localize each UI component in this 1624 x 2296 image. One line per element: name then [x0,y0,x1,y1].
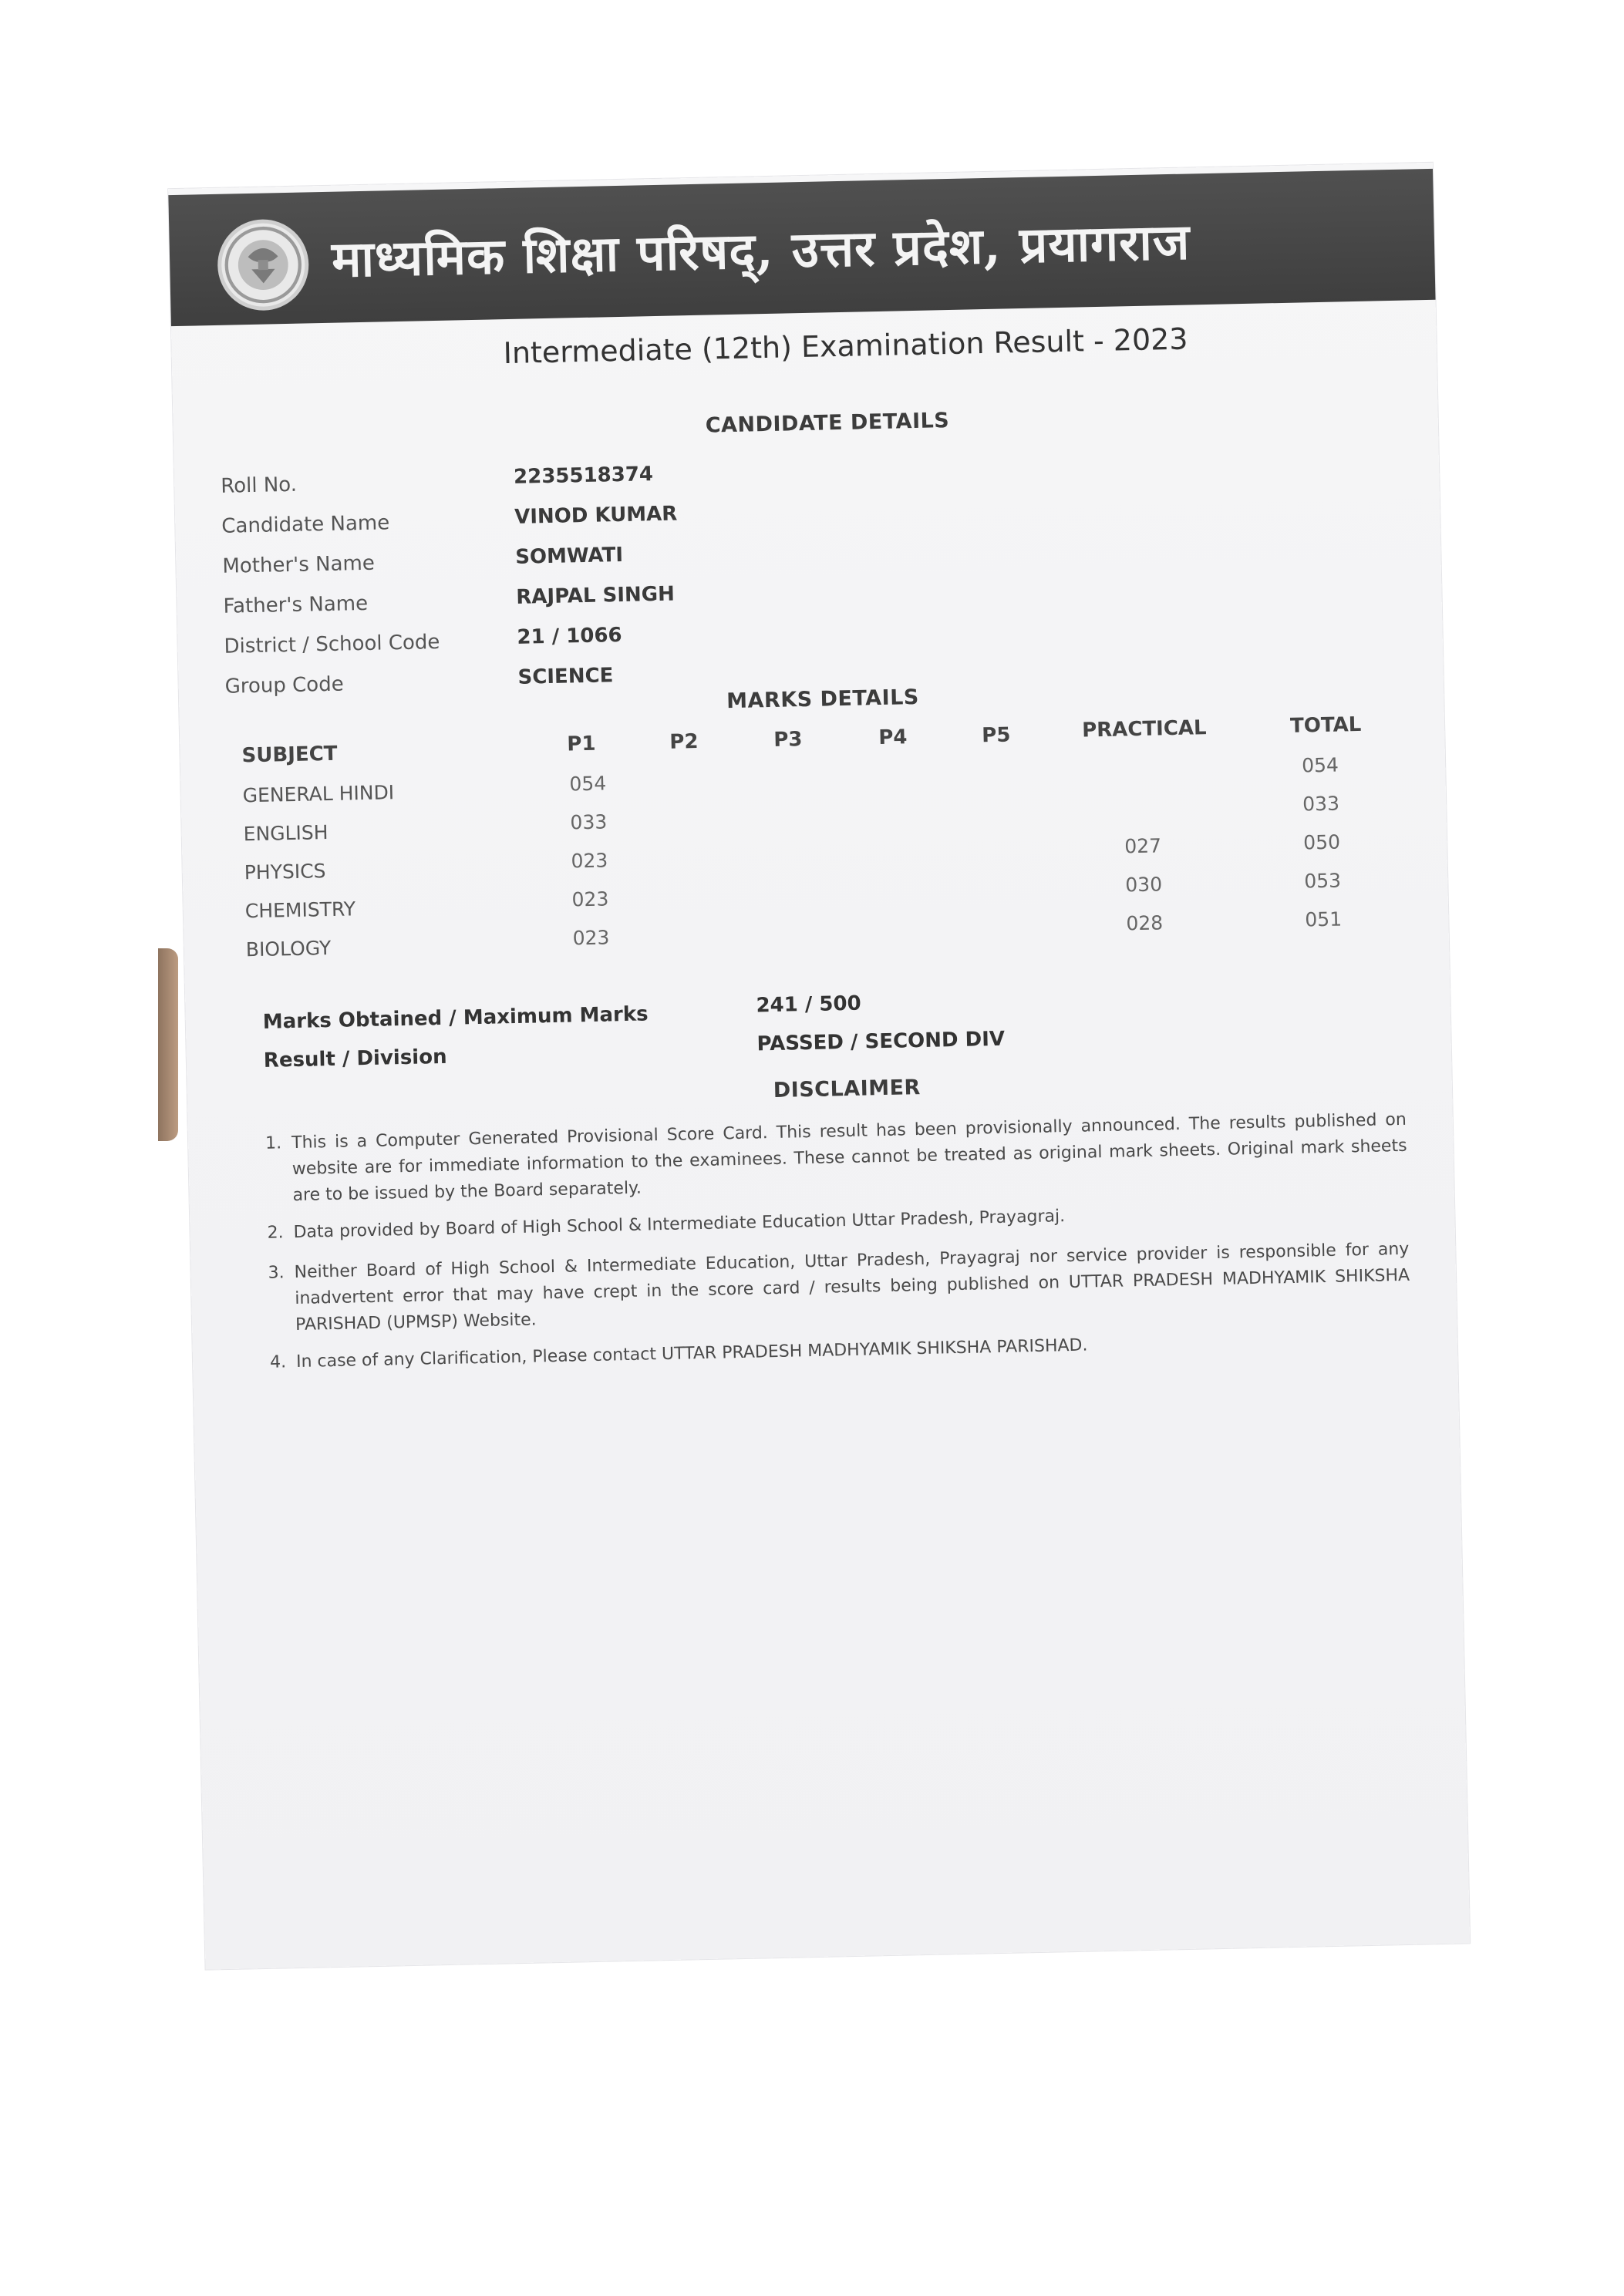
result-division-label: Result / Division [263,1045,447,1072]
col-header-practical: PRACTICAL [1081,716,1207,742]
col-header-p5: P5 [981,723,1011,748]
field-label: Roll No. [220,473,298,498]
subject-name: GENERAL HINDI [242,781,395,807]
field-value: 21 / 1066 [517,623,622,649]
candidate-details-title: CANDIDATE DETAILS [705,409,950,438]
header-band [168,169,1435,326]
disclaimer-number: 1. [264,1133,282,1153]
board-title: माध्यमिक शिक्षा परिषद्, उत्तर प्रदेश, प्रयागराज [331,213,1191,289]
disclaimer-text: Data provided by Board of High School & Intermediate Education Uttar Pradesh, Prayagraj. [293,1207,1066,1243]
marks-details-title: MARKS DETAILS [726,685,920,714]
mark-p1: 023 [571,849,608,873]
mark-p1: 033 [570,810,608,834]
subject-name: PHYSICS [244,860,326,884]
marks-obtained-label: Marks Obtained / Maximum Marks [262,1002,649,1034]
field-label: Mother's Name [222,551,376,578]
mark-total: 054 [1301,753,1339,777]
mark-total: 053 [1304,869,1342,893]
mark-total: 050 [1302,830,1341,854]
disclaimer-number: 4. [269,1352,287,1372]
field-value: RAJPAL SINGH [516,582,676,609]
subject-name: CHEMISTRY [244,897,356,923]
mark-practical: 030 [1125,873,1163,897]
mark-total: 033 [1302,792,1340,816]
col-header-subject: SUBJECT [241,742,338,768]
marks-obtained-value: 241 / 500 [756,991,861,1018]
field-value: SOMWATI [514,543,624,569]
disclaimer-title: DISCLAIMER [773,1076,922,1103]
col-header-p2: P2 [669,729,699,754]
col-header-total: TOTAL [1289,712,1362,738]
subject-name: BIOLOGY [245,936,332,961]
subject-name: ENGLISH [243,821,329,846]
col-header-p4: P4 [878,725,908,750]
mark-practical: 028 [1126,911,1164,935]
exam-title: Intermediate (12th) Examination Result - 2023 [503,322,1188,371]
col-header-p3: P3 [773,728,803,752]
score-card-sheet [168,163,1470,1970]
page-edge-shadow [158,948,178,1141]
mark-p1: 023 [571,887,609,911]
mark-p1: 054 [569,772,607,796]
mark-practical: 027 [1124,834,1162,858]
up-govt-emblem-icon [217,218,309,311]
disclaimer-item [268,1237,1410,1339]
disclaimer-number: 3. [268,1263,285,1283]
disclaimer-text: In case of any Clarification, Please contact UTTAR PRADESH MADHYAMIK SHIKSHA PARISHAD. [295,1335,1088,1372]
field-value: 2235518374 [513,463,654,489]
col-header-p1: P1 [567,732,596,756]
field-label: District / School Code [224,630,440,658]
field-label: Candidate Name [221,511,390,538]
disclaimer-text: Neither Board of High School & Intermediate Education, Uttar Pradesh, Prayagraj nor service provider is responsible for any inadvertent error that may have crept in the score card / results being published on UTTAR PRADESH MADHYAMIK SHIKSHA PARISHAD (UPMSP) Website. [294,1239,1410,1335]
disclaimer-text: This is a Computer Generated Provisional Score Card. This result has been provisionally announced. The results published on website are for immediate information to the examinees. These cannot be treated as original mark sheets. Original mark sheets are to be issued by the Board separately. [291,1109,1407,1206]
mark-total: 051 [1305,907,1343,931]
field-label: Group Code [224,672,344,699]
field-value: SCIENCE [517,664,614,689]
disclaimer-number: 2. [267,1223,284,1243]
result-division-value: PASSED / SECOND DIV [756,1027,1006,1056]
mark-p1: 023 [572,926,610,950]
field-label: Father's Name [223,591,369,618]
disclaimer-item [265,1107,1408,1210]
field-value: VINOD KUMAR [514,502,678,529]
